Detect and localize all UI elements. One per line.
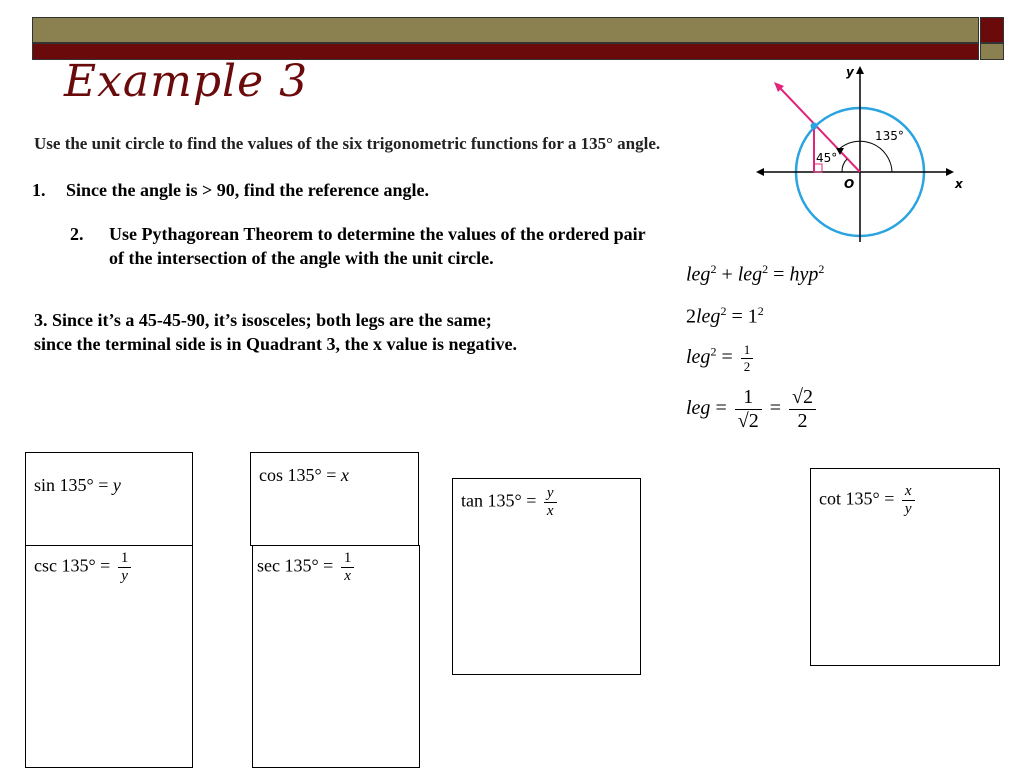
cos-box [250,452,419,546]
csc-box [25,545,193,768]
step-1-text: Since the angle is > 90, find the reference angle. [66,180,430,200]
angle-45-arc [842,159,847,172]
x-axis-right-arrow [946,168,954,176]
sin-var: y [112,475,121,495]
tan-box [452,478,641,675]
cot-label: cot 135° = [819,488,899,509]
cos-formula [259,465,349,486]
eq4-numerator-2: √2 [789,386,816,410]
equation-leg-value [686,386,819,433]
eq4-denominator-2: 2 [797,410,808,432]
cot-fraction [902,483,915,518]
step-1-number: 1. [32,180,46,200]
csc-denominator: y [121,568,128,584]
csc-label: csc 135° = [34,555,115,576]
y-axis-arrow [856,66,864,74]
header-bar-olive [32,17,979,43]
eq4-fraction-1 [735,386,762,433]
tan-label: tan 135° = [461,490,541,511]
tan-formula [461,485,560,520]
right-angle-mark [814,164,822,172]
step-1 [32,180,429,201]
equation-leg-squared [686,342,756,375]
header-square-maroon [980,17,1004,43]
eq4-fraction-2 [789,386,816,433]
sec-numerator: 1 [341,550,355,568]
cos-label: cos 135° = [259,465,341,485]
eq2-exp-one: 2 [757,304,764,318]
sec-fraction [341,550,355,585]
eq2-exp-leg: 2 [720,304,727,318]
eq3-equals: = [716,346,738,369]
step-2-number: 2. [70,224,84,244]
eq4-leg: leg [686,397,711,420]
eq1-exp-a: 2 [710,262,717,276]
eq4-denominator-1: √2 [737,410,759,432]
equation-2leg [686,304,764,329]
cot-numerator: x [902,483,915,501]
eq3-leg: leg [686,346,711,369]
eq3-numerator: 1 [741,342,754,359]
eq2-coef: 2 [686,305,696,328]
csc-numerator: 1 [118,550,132,568]
cot-denominator: y [904,501,912,517]
eq1-leg-a: leg [686,263,711,286]
y-axis-label: y [846,65,854,79]
eq2-equals: = 1 [726,305,758,328]
eq1-leg-b: leg [737,263,763,286]
cot-formula [819,483,918,518]
sec-box [252,545,420,768]
eq3-exp: 2 [710,344,717,359]
eq1-hyp: hyp [789,263,819,286]
tan-fraction [544,485,557,520]
cos-var: x [340,465,349,485]
cot-box [810,468,1000,666]
sec-label: sec 135° = [257,555,338,576]
eq4-numerator-1: 1 [735,386,762,410]
eq4-equals: = [710,397,732,420]
eq1-exp-hyp: 2 [818,262,825,276]
sec-denominator: x [344,568,351,584]
eq4-equals-2: = [764,397,786,420]
eq3-fraction [741,342,754,375]
tan-denominator: x [546,503,554,519]
csc-fraction [118,550,132,585]
sin-label: sin 135° = [34,475,113,495]
x-axis-label: x [955,177,963,191]
csc-formula [34,550,134,585]
origin-label: O [844,177,855,191]
intersection-point [811,123,818,130]
step-2 [70,222,660,270]
step-2-text: Use Pythagorean Theorem to determine the values of the ordered pair of the intersection of the angle with the unit circle. [109,224,646,268]
eq1-exp-b: 2 [762,262,769,276]
x-axis-left-arrow [756,168,764,176]
problem-prompt: Use the unit circle to find the values of the six trigonometric functions for a 135° angle. [34,134,661,153]
step-3-text: 3. Since it’s a 45-45-90, it’s isosceles; both legs are the same; since the terminal side is in Quadrant 3, the x value is negative. [34,310,517,354]
eq3-denominator: 2 [743,359,751,374]
angle-135-label: 135° [875,129,904,143]
tan-numerator: y [544,485,557,503]
sin-formula [34,475,121,496]
sec-formula [257,550,357,585]
header-square-olive [980,43,1004,60]
slide-title: Example 3 [64,56,309,107]
sin-box [25,452,193,546]
eq2-leg: leg [696,305,721,328]
eq1-plus: + [716,263,738,286]
unit-circle-diagram [750,60,975,245]
eq1-equals: = [768,263,790,286]
angle-45-label: 45° [816,151,838,165]
equation-pythagorean [686,262,824,287]
